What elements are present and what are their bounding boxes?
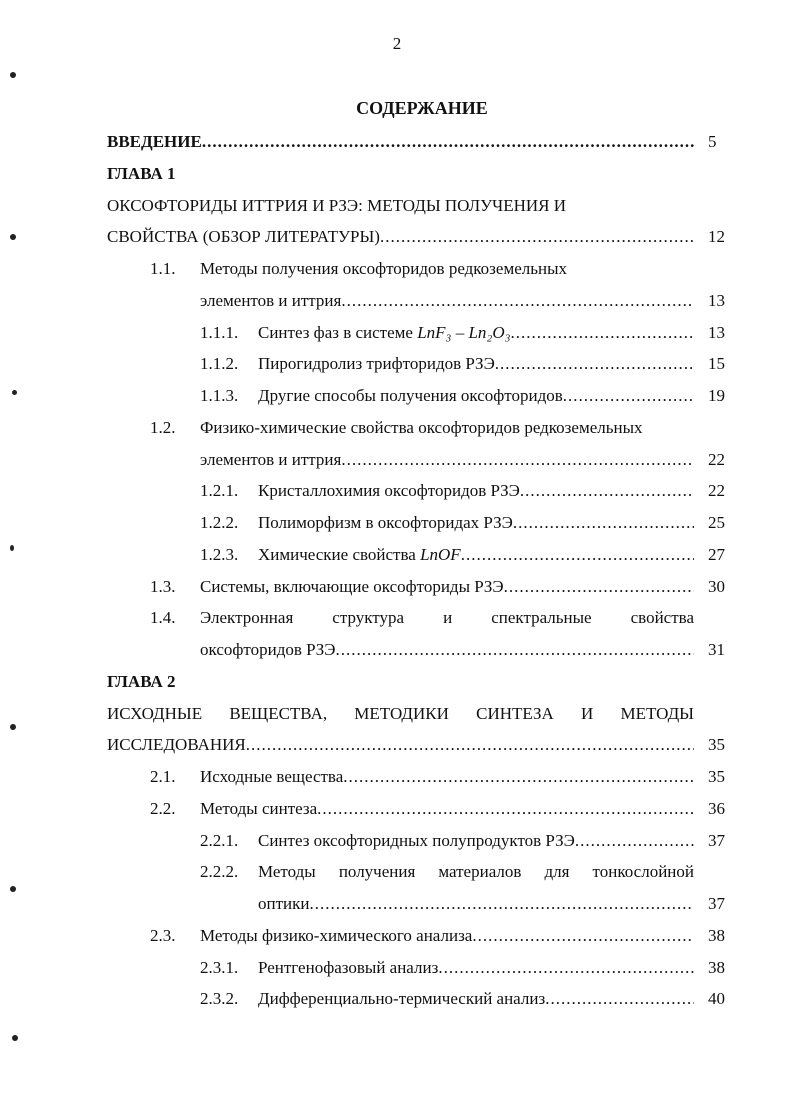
entry-text-line bbox=[258, 348, 694, 380]
toc-entry-line bbox=[0, 729, 794, 761]
dot-leader bbox=[438, 952, 694, 984]
entry-title: Физико-химические свойства оксофторидов редкоземельных bbox=[200, 417, 643, 437]
entry-title: Рентгенофазовый анализ bbox=[258, 957, 439, 977]
entry-text-line bbox=[107, 729, 694, 761]
entry-text-line bbox=[200, 634, 694, 666]
toc-entry-line bbox=[0, 380, 794, 412]
dot-leader bbox=[461, 539, 694, 571]
dot-leader bbox=[341, 444, 694, 476]
page-ref: 30 bbox=[708, 576, 725, 596]
page-ref: 40 bbox=[708, 989, 725, 1009]
entry-title: Исходные вещества bbox=[200, 767, 344, 786]
dot-leader bbox=[545, 983, 694, 1015]
page-ref: 13 bbox=[708, 290, 725, 310]
entry-title: ИССЛЕДОВАНИЯ bbox=[107, 735, 246, 755]
entry-title: Методы синтеза bbox=[200, 798, 318, 818]
section-number: 2.2.2. bbox=[200, 862, 239, 882]
dot-leader bbox=[563, 380, 694, 412]
entry-text-line bbox=[107, 158, 694, 190]
toc-entry-line bbox=[0, 571, 794, 603]
entry-title: Синтез фаз в системе bbox=[258, 322, 418, 342]
entry-text-line bbox=[200, 253, 567, 285]
page-ref: 22 bbox=[708, 449, 725, 469]
page-ref: 35 bbox=[708, 735, 725, 755]
entry-title: Пирогидролиз трифторидов РЗЭ bbox=[258, 354, 495, 374]
toc-title: СОДЕРЖАНИЕ bbox=[356, 98, 488, 118]
page-ref: 15 bbox=[708, 354, 725, 374]
entry-title: Другие способы получения оксофторидов bbox=[258, 386, 563, 405]
section-number: 1.1. bbox=[150, 259, 176, 278]
entry-title: ОКСОФТОРИДЫ ИТТРИЯ И РЗЭ: МЕТОДЫ ПОЛУЧЕНИЯ И bbox=[107, 195, 567, 215]
entry-formula: LnF₃ – Ln₂O₃ bbox=[417, 322, 511, 342]
section-number: 2.3.1. bbox=[200, 957, 239, 977]
page-ref: 27 bbox=[708, 544, 725, 564]
toc-entry-line bbox=[0, 221, 794, 253]
entry-title: Химические свойства bbox=[258, 544, 421, 564]
dot-leader bbox=[343, 761, 694, 793]
dot-leader bbox=[336, 634, 694, 666]
section-number: 2.1. bbox=[150, 767, 176, 786]
scan-mark bbox=[12, 1035, 18, 1041]
entry-text-line bbox=[258, 888, 694, 920]
toc-entry-line bbox=[0, 856, 794, 888]
page-ref: 38 bbox=[708, 925, 725, 945]
page-number: 2 bbox=[392, 34, 402, 53]
dot-leader bbox=[511, 317, 694, 349]
toc-entry-line bbox=[0, 920, 794, 952]
page-ref: 37 bbox=[708, 830, 725, 850]
entry-text-line bbox=[107, 666, 694, 698]
section-number: 2.2.1. bbox=[200, 830, 239, 850]
section-number: 1.2.2. bbox=[200, 513, 239, 532]
toc-entry-line bbox=[0, 158, 794, 190]
page-ref: 19 bbox=[708, 386, 725, 405]
entry-title: оксофторидов РЗЭ bbox=[200, 640, 336, 659]
entry-title: Системы, включающие оксофториды РЗЭ bbox=[200, 576, 504, 596]
entry-title: ВВЕДЕНИЕ bbox=[107, 132, 202, 151]
entry-text-line bbox=[258, 507, 694, 539]
page-ref: 13 bbox=[708, 322, 725, 342]
toc-entry-line bbox=[0, 190, 794, 222]
scan-mark bbox=[10, 545, 14, 551]
section-number: 2.3. bbox=[150, 925, 176, 945]
table-of-contents bbox=[0, 126, 794, 1015]
page-ref: 36 bbox=[708, 798, 725, 818]
scan-mark bbox=[10, 72, 16, 78]
toc-entry-line bbox=[0, 825, 794, 857]
entry-text-line bbox=[200, 920, 694, 952]
entry-text-line bbox=[258, 952, 694, 984]
scan-mark bbox=[10, 886, 16, 892]
page-ref: 25 bbox=[708, 513, 725, 532]
page-ref: 5 bbox=[708, 132, 717, 151]
entry-title: Полиморфизм в оксофторидах РЗЭ bbox=[258, 513, 513, 532]
section-number: 1.3. bbox=[150, 576, 176, 596]
section-number: 1.2.3. bbox=[200, 544, 239, 564]
toc-entry-line bbox=[0, 634, 794, 666]
scan-mark bbox=[10, 234, 16, 240]
entry-text-line bbox=[107, 221, 694, 253]
entry-title: Методы получения оксофторидов редкоземельных bbox=[200, 259, 568, 278]
page-ref: 31 bbox=[708, 640, 725, 659]
dot-leader bbox=[309, 888, 694, 920]
entry-title: Дифференциально-термический анализ bbox=[258, 989, 546, 1009]
entry-text-line bbox=[258, 380, 694, 412]
toc-entry-line bbox=[0, 666, 794, 698]
entry-formula: LnOF bbox=[420, 544, 461, 564]
entry-text-line bbox=[200, 412, 643, 444]
toc-entry-line bbox=[0, 539, 794, 571]
dot-leader bbox=[341, 285, 694, 317]
section-number: 1.1.2. bbox=[200, 354, 239, 374]
dot-leader bbox=[380, 221, 694, 253]
entry-text-line bbox=[200, 571, 694, 603]
toc-entry-line bbox=[0, 126, 794, 158]
entry-title: Кристаллохимия оксофторидов РЗЭ bbox=[258, 481, 520, 501]
toc-entry-line bbox=[0, 253, 794, 285]
entry-title: СВОЙСТВА (ОБЗОР ЛИТЕРАТУРЫ) bbox=[107, 227, 380, 247]
dot-leader bbox=[495, 348, 694, 380]
entry-text-line bbox=[258, 825, 694, 857]
entry-text-line bbox=[200, 285, 694, 317]
toc-entry-line bbox=[0, 698, 794, 730]
toc-entry-line bbox=[0, 761, 794, 793]
toc-entry-line bbox=[0, 475, 794, 507]
entry-title: Методы получения материалов для тонкослойной bbox=[258, 862, 694, 882]
scan-mark bbox=[12, 390, 17, 395]
section-number: 2.2. bbox=[150, 798, 176, 818]
section-number: 1.1.1. bbox=[200, 322, 239, 342]
toc-entry-line bbox=[0, 952, 794, 984]
entry-title: ГЛАВА 1 bbox=[107, 163, 176, 183]
section-number: 1.2.1. bbox=[200, 481, 239, 501]
section-number: 1.2. bbox=[150, 417, 176, 437]
entry-text-line bbox=[107, 126, 694, 158]
scan-mark bbox=[10, 724, 16, 730]
page-ref: 37 bbox=[708, 894, 725, 913]
entry-title: оптики bbox=[258, 894, 310, 913]
entry-text-line bbox=[258, 856, 694, 888]
entry-text-line bbox=[200, 602, 694, 634]
entry-title: элементов и иттрия bbox=[200, 290, 342, 310]
entry-title: элементов и иттрия bbox=[200, 449, 342, 469]
entry-text-line bbox=[200, 444, 694, 476]
dot-leader bbox=[472, 920, 694, 952]
dot-leader bbox=[520, 475, 694, 507]
entry-text-line bbox=[258, 475, 694, 507]
entry-text-line bbox=[258, 983, 694, 1015]
entry-title: Синтез оксофторидных полупродуктов РЗЭ bbox=[258, 830, 575, 850]
toc-entry-line bbox=[0, 285, 794, 317]
entry-text-line bbox=[258, 317, 694, 349]
entry-title: ИСХОДНЫЕ ВЕЩЕСТВА, МЕТОДИКИ СИНТЕЗА И МЕТОДЫ bbox=[107, 703, 694, 723]
page-ref: 12 bbox=[708, 227, 725, 247]
page-ref: 38 bbox=[708, 957, 725, 977]
section-number: 2.3.2. bbox=[200, 989, 239, 1009]
dot-leader bbox=[246, 729, 694, 761]
dot-leader bbox=[513, 507, 694, 539]
entry-text-line bbox=[200, 793, 694, 825]
page-ref: 35 bbox=[708, 767, 725, 786]
dot-leader bbox=[202, 126, 694, 158]
toc-entry-line bbox=[0, 348, 794, 380]
toc-entry-line bbox=[0, 317, 794, 349]
entry-text-line bbox=[107, 698, 694, 730]
dot-leader bbox=[317, 793, 694, 825]
dot-leader bbox=[504, 571, 694, 603]
section-number: 1.4. bbox=[150, 608, 176, 628]
entry-text-line bbox=[200, 761, 694, 793]
toc-entry-line bbox=[0, 983, 794, 1015]
toc-entry-line bbox=[0, 444, 794, 476]
entry-text-line bbox=[258, 539, 694, 571]
toc-entry-line bbox=[0, 602, 794, 634]
section-number: 1.1.3. bbox=[200, 386, 239, 405]
dot-leader bbox=[575, 825, 694, 857]
toc-entry-line bbox=[0, 412, 794, 444]
entry-title: Методы физико-химического анализа bbox=[200, 925, 473, 945]
entry-title: ГЛАВА 2 bbox=[107, 671, 176, 691]
toc-entry-line bbox=[0, 793, 794, 825]
entry-text-line bbox=[107, 190, 566, 222]
page-ref: 22 bbox=[708, 481, 725, 501]
entry-title: Электронная структура и спектральные свойства bbox=[200, 608, 694, 628]
toc-entry-line bbox=[0, 888, 794, 920]
toc-entry-line bbox=[0, 507, 794, 539]
